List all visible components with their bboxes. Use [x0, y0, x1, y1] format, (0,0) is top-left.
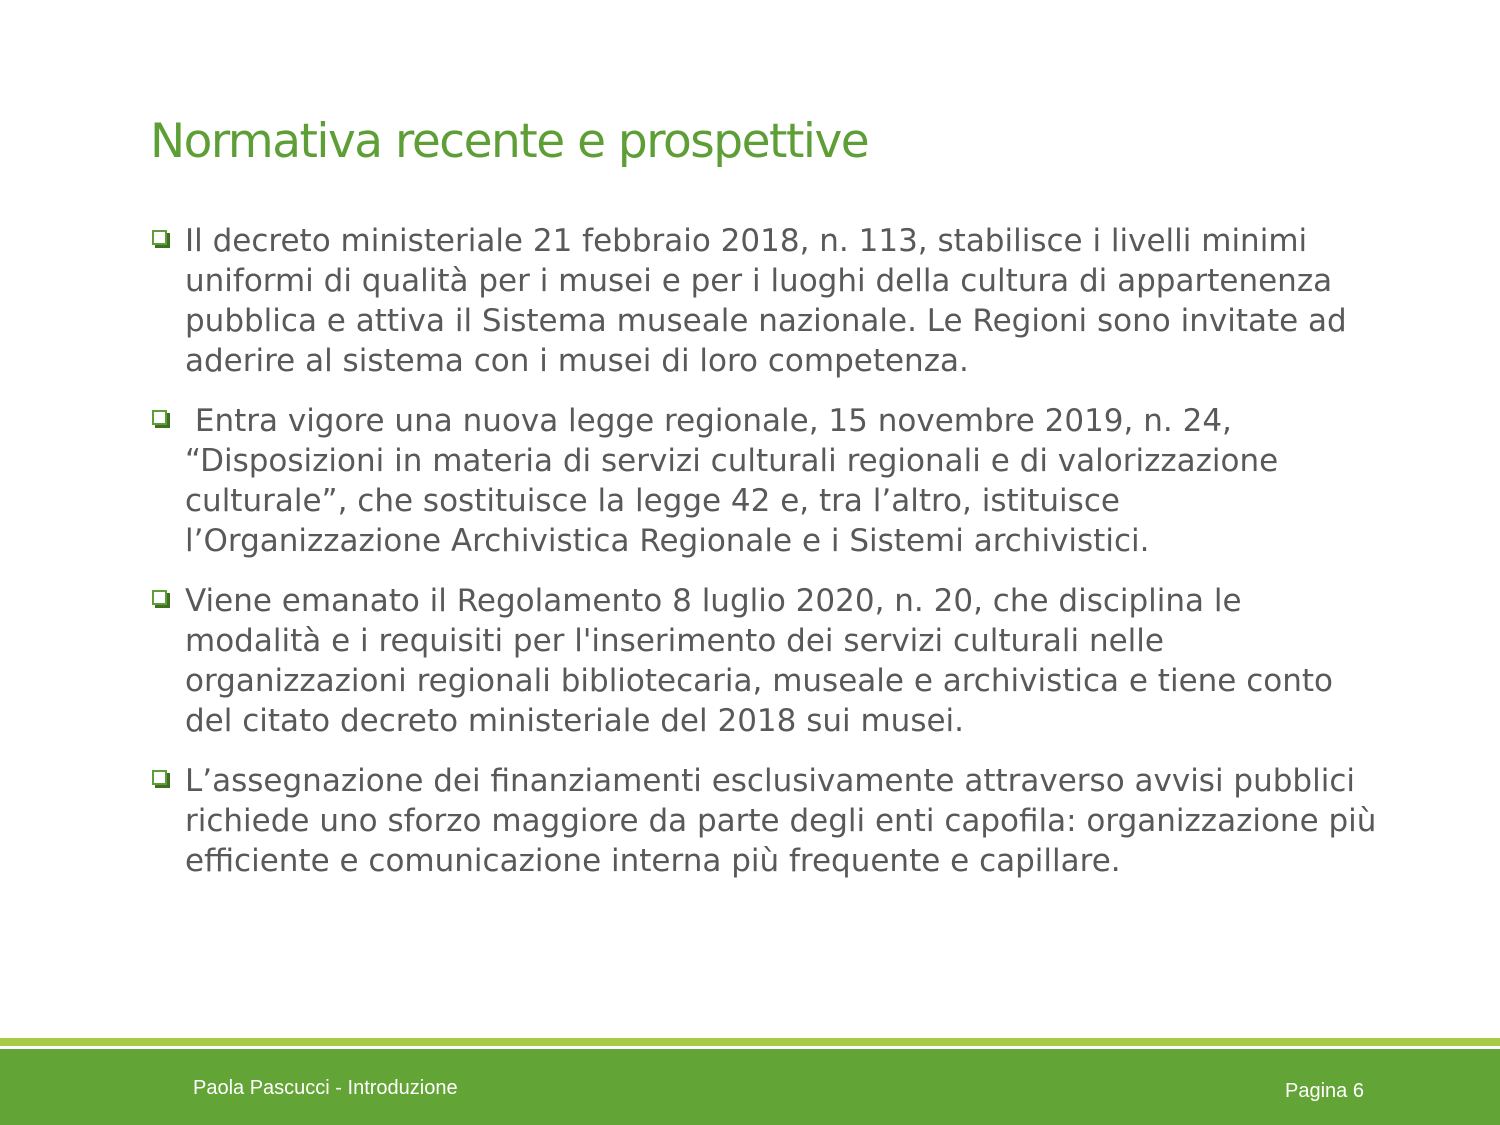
- checkbox-square-icon: [152, 410, 167, 425]
- bullet-list: [150, 221, 1380, 901]
- page-number: Pagina 6: [1285, 1080, 1364, 1102]
- bullet-item: [150, 581, 1380, 741]
- bullet-item: [150, 401, 1380, 561]
- footer-author: Paola Pascucci - Introduzione: [193, 1077, 458, 1099]
- bullet-item: [150, 761, 1380, 881]
- bullet-text: Il decreto ministeriale 21 febbraio 2018, n. 113, stabilisce i livelli minimi uniformi di qualità per i musei e per i luoghi della cultura di appartenenza pubblica e attiva il Sistema museale nazionale. Le Regioni sono invitate ad aderire al sistema con i musei di loro competenza.: [185, 223, 1347, 379]
- checkbox-square-icon: [152, 230, 167, 245]
- footer-bar: [0, 1049, 1500, 1125]
- slide-title: Normativa recente e prospettive: [150, 114, 869, 169]
- checkbox-square-icon: [152, 770, 167, 785]
- bullet-text: L’assegnazione dei finanziamenti esclusivamente attraverso avvisi pubblici richiede uno sforzo maggiore da parte degli enti capofila: organizzazione più efficiente e comunicazione interna più frequente e capillare.: [185, 763, 1377, 879]
- bullet-text: Viene emanato il Regolamento 8 luglio 2020, n. 20, che disciplina le modalità e i requisiti per l'inserimento dei servizi culturali nelle organizzazioni regionali bibliotecaria, museale e archivistica e tiene conto del citato decreto ministeriale del 2018 sui musei.: [185, 583, 1333, 739]
- checkbox-square-icon: [152, 590, 167, 605]
- bullet-text: Entra vigore una nuova legge regionale, 15 novembre 2019, n. 24, “Disposizioni in materia di servizi culturali regionali e di valorizzazione culturale”, che sostituisce la legge 42 e, tra l’altro, istituisce l’Organizzazione Archivistica Regionale e i Sistemi archivistici.: [185, 403, 1289, 559]
- footer-stripe: [0, 1038, 1500, 1046]
- bullet-item: [150, 221, 1380, 381]
